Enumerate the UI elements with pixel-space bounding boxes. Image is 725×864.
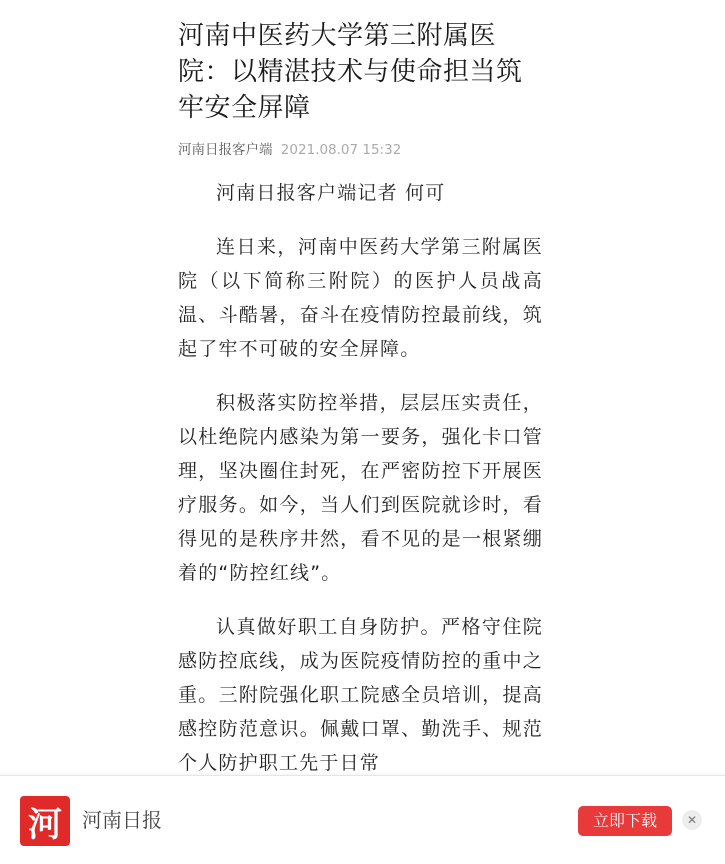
article-source[interactable]: 河南日报客户端 [178,142,273,158]
article-timestamp: 2021.08.07 15:32 [280,142,402,158]
download-button[interactable]: 立即下载 [578,806,672,836]
article [178,0,543,800]
article-meta [178,140,543,160]
app-download-banner [0,775,725,864]
paragraph: 连日来，河南中医药大学第三附属医院（以下简称三附院）的医护人员战高温、斗酷暑，奋斗在疫情防控最前线，筑起了牢不可破的安全屏障。 [178,236,543,360]
article-body [178,176,543,780]
close-icon[interactable]: ✕ [682,810,702,830]
paragraph: 认真做好职工自身防护。严格守住院感防控底线，成为医院疫情防控的重中之重。三附院强化职工院感全员培训，提高感控防范意识。佩戴口罩、勤洗手、规范个人防护职工先于日常 [178,616,543,774]
paragraph: 积极落实防控举措，层层压实责任，以杜绝院内感染为第一要务，强化卡口管理，坚决圈住封死，在严密防控下开展医疗服务。如今，当人们到医院就诊时，看得见的是秩序井然，看不见的是一根紧绷着的“防控红线”。 [178,392,543,584]
article-title: 河南中医药大学第三附属医院：以精湛技术与使命担当筑牢安全屏障 [178,21,523,123]
app-logo-icon[interactable]: 河 [20,796,70,846]
app-name[interactable]: 河南日报 [82,808,162,832]
paragraph-byline: 河南日报客户端记者 何可 [216,182,446,204]
